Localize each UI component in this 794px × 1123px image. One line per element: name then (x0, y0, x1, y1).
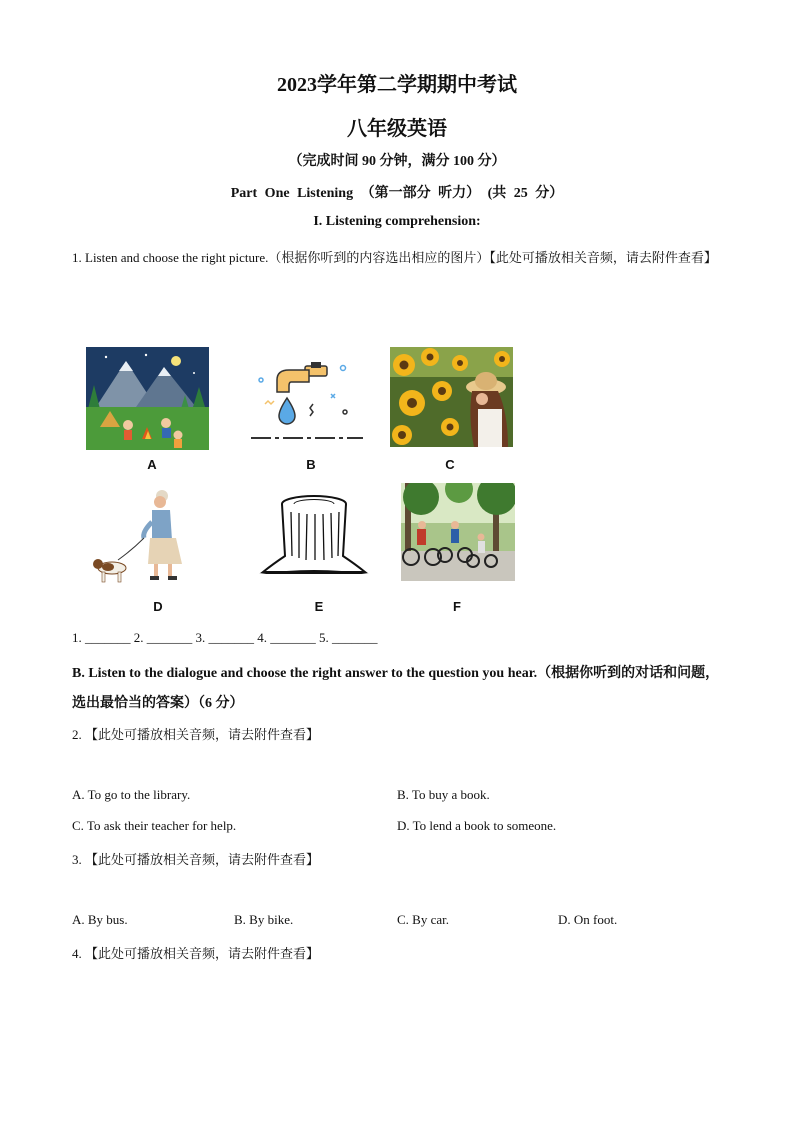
picture-a-label: A (147, 457, 157, 472)
question-4: 4. 【此处可播放相关音频，请去附件查看】 (72, 946, 320, 961)
picture-c-label: C (445, 457, 455, 472)
question-2-option-c: C. To ask their teacher for help. (72, 818, 237, 833)
answer-blanks: 1. _______ 2. _______ 3. _______ 4. _______ 5. _______ (72, 630, 378, 645)
question-2-option-a: A. To go to the library. (72, 787, 191, 802)
picture-d (92, 488, 192, 584)
picture-c (390, 347, 513, 447)
question-3-option-d: D. On foot. (558, 912, 618, 927)
picture-f (401, 483, 515, 581)
tree-stump-icon (259, 494, 369, 576)
section-heading: I. Listening comprehension: (313, 214, 481, 229)
cycling-photo-icon (401, 483, 515, 581)
picture-b (247, 360, 367, 444)
time-note: （完成时间 90 分钟，满分 100 分） (288, 154, 506, 169)
question-3-option-b: B. By bike. (234, 912, 294, 927)
question-2-option-d: D. To lend a book to someone. (397, 818, 557, 833)
question-2-option-b: B. To buy a book. (397, 787, 490, 802)
exam-subtitle: 八年级英语 (347, 118, 447, 140)
question-3-option-c: C. By car. (397, 912, 449, 927)
exam-title: 2023学年第二学期期中考试 (277, 74, 517, 96)
part-heading: Part One Listening （第一部分 听力） (共 25 分） (230, 186, 564, 201)
section-b-instruction: B. Listen to the dialogue and choose the right answer to the question you hear.（根据你听到的对话和问题，选出最恰当的答案）（6 分） (72, 666, 720, 711)
question-1-instruction: 1. Listen and choose the right picture.（根据你听到的内容选出相应的图片）【此处可播放相关音频，请去附件查看】 (72, 250, 717, 265)
question-3-option-a: A. By bus. (72, 912, 128, 927)
sunflower-photo-icon (390, 347, 513, 447)
picture-e-label: E (314, 599, 324, 614)
picture-f-label: F (453, 599, 461, 614)
picture-b-label: B (306, 457, 316, 472)
question-2: 2. 【此处可播放相关音频，请去附件查看】 (72, 727, 320, 742)
picture-a (86, 347, 209, 450)
question-3: 3. 【此处可播放相关音频，请去附件查看】 (72, 852, 320, 867)
dripping-tap-icon (247, 360, 367, 444)
picture-d-label: D (153, 599, 163, 614)
picture-e (259, 494, 369, 576)
dog-walking-icon (92, 488, 192, 584)
camping-icon (86, 347, 209, 450)
